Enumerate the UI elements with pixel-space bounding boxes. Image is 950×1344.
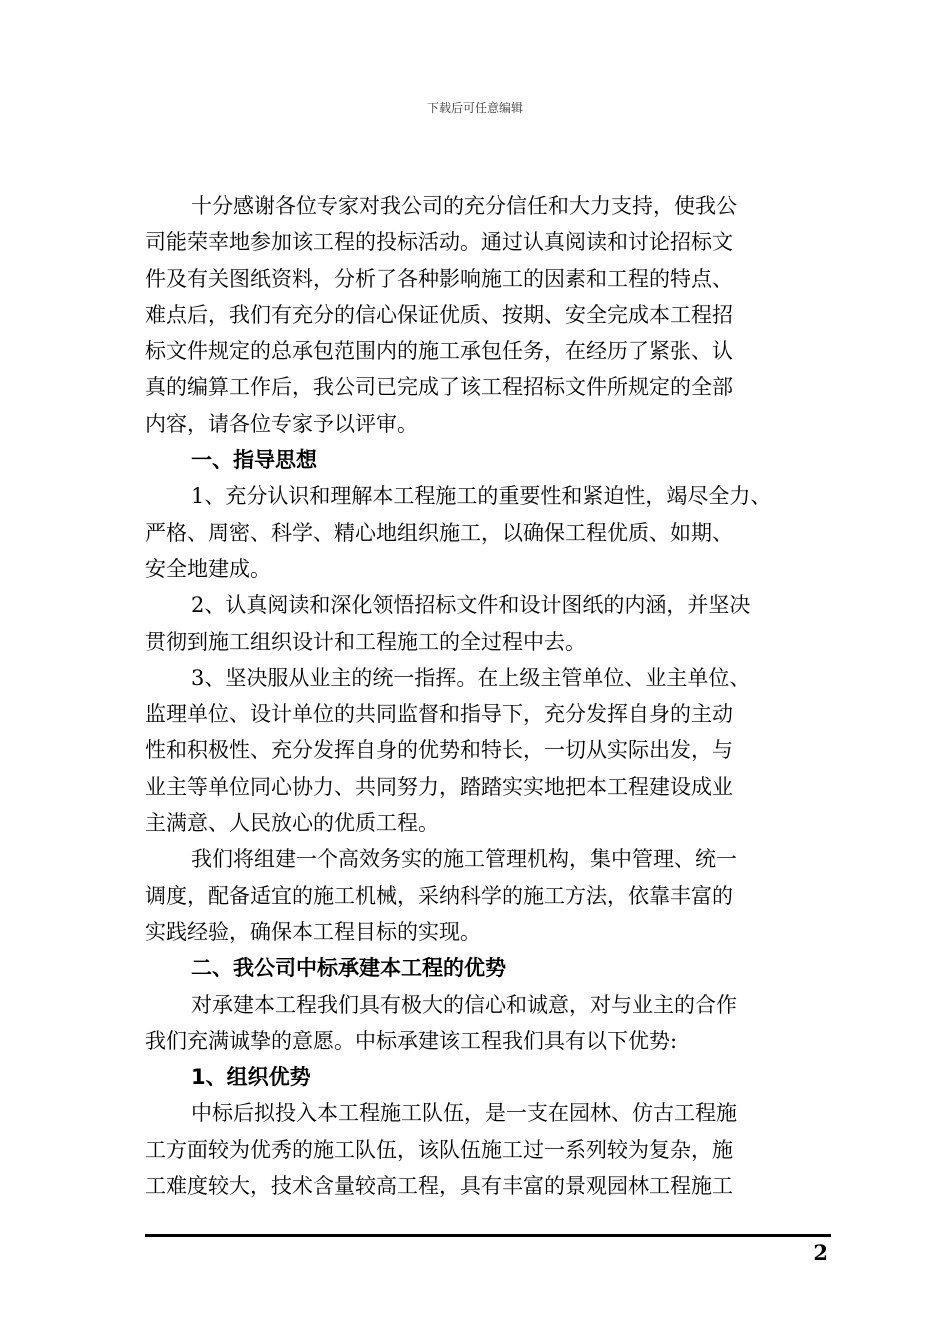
section-heading-2 — [145, 950, 833, 986]
text-line: 调度，配备适宜的施工机械，采纳科学的施工方法，依靠丰富的 — [145, 883, 733, 908]
page-header: 下载后可任意编辑 — [426, 101, 523, 115]
organization-advantage-paragraph — [145, 1095, 833, 1204]
principle-1-paragraph — [145, 478, 833, 587]
text-line: 贯彻到施工组织设计和工程施工的全过程中去。 — [145, 629, 586, 654]
text-line: 3、坚决服从业主的统一指挥。在上级主管单位、业主单位、 — [191, 665, 751, 690]
text-line: 我们将组建一个高效务实的施工管理机构，集中管理、统一 — [191, 847, 737, 872]
heading-text: 1、组织优势 — [191, 1065, 311, 1090]
section-heading-1 — [145, 442, 833, 478]
text-line: 2、认真阅读和深化领悟招标文件和设计图纸的内涵，并坚决 — [191, 593, 751, 618]
intro-paragraph — [145, 188, 833, 442]
text-line: 件及有关图纸资料，分析了各种影响施工的因素和工程的特点、 — [145, 266, 733, 291]
text-line: 对承建本工程我们具有极大的信心和诚意，对与业主的合作 — [191, 992, 737, 1017]
text-line: 工方面较为优秀的施工队伍，该队伍施工过一系列较为复杂，施 — [145, 1137, 733, 1162]
principle-3-paragraph — [145, 660, 833, 841]
text-line: 主满意、人民放心的优质工程。 — [145, 811, 439, 836]
heading-text: 二、我公司中标承建本工程的优势 — [191, 956, 506, 981]
page-number: 2 — [813, 1240, 828, 1265]
heading-text: 一、指导思想 — [191, 448, 317, 473]
advantages-intro-paragraph — [145, 987, 833, 1060]
text-line: 监理单位、设计单位的共同监督和指导下，充分发挥自身的主动 — [145, 702, 733, 727]
text-line: 工难度较大，技术含量较高工程，具有丰富的景观园林工程施工 — [145, 1174, 733, 1199]
text-line: 内容，请各位专家予以评审。 — [145, 411, 418, 436]
organization-paragraph — [145, 841, 833, 950]
text-line: 性和积极性、充分发挥自身的优势和特长，一切从实际出发，与 — [145, 738, 733, 763]
subsection-heading — [145, 1059, 833, 1095]
text-line: 实践经验，确保本工程目标的实现。 — [145, 919, 481, 944]
text-line: 1、充分认识和理解本工程施工的重要性和紧迫性，竭尽全力、 — [191, 484, 772, 509]
text-line: 真的编算工作后，我公司已完成了该工程招标文件所规定的全部 — [145, 375, 733, 400]
text-line: 中标后拟投入本工程施工队伍，是一支在园林、仿古工程施 — [191, 1101, 737, 1126]
document-body — [145, 188, 833, 1204]
text-line: 标文件规定的总承包范围内的施工承包任务，在经历了紧张、认 — [145, 339, 733, 364]
text-line: 我们充满诚挚的意愿。中标承建该工程我们具有以下优势: — [145, 1028, 678, 1053]
principle-2-paragraph — [145, 587, 833, 660]
text-line: 严格、周密、科学、精心地组织施工，以确保工程优质、如期、 — [145, 520, 733, 545]
text-line: 十分感谢各位专家对我公司的充分信任和大力支持，使我公 — [191, 194, 737, 218]
text-line: 安全地建成。 — [145, 556, 271, 581]
footer-divider — [145, 1234, 831, 1237]
text-line: 业主等单位同心协力、共同努力，踏踏实实地把本工程建设成业 — [145, 774, 733, 799]
text-line: 司能荣幸地参加该工程的投标活动。通过认真阅读和讨论招标文 — [145, 230, 733, 255]
text-line: 难点后，我们有充分的信心保证优质、按期、安全完成本工程招 — [145, 302, 733, 327]
